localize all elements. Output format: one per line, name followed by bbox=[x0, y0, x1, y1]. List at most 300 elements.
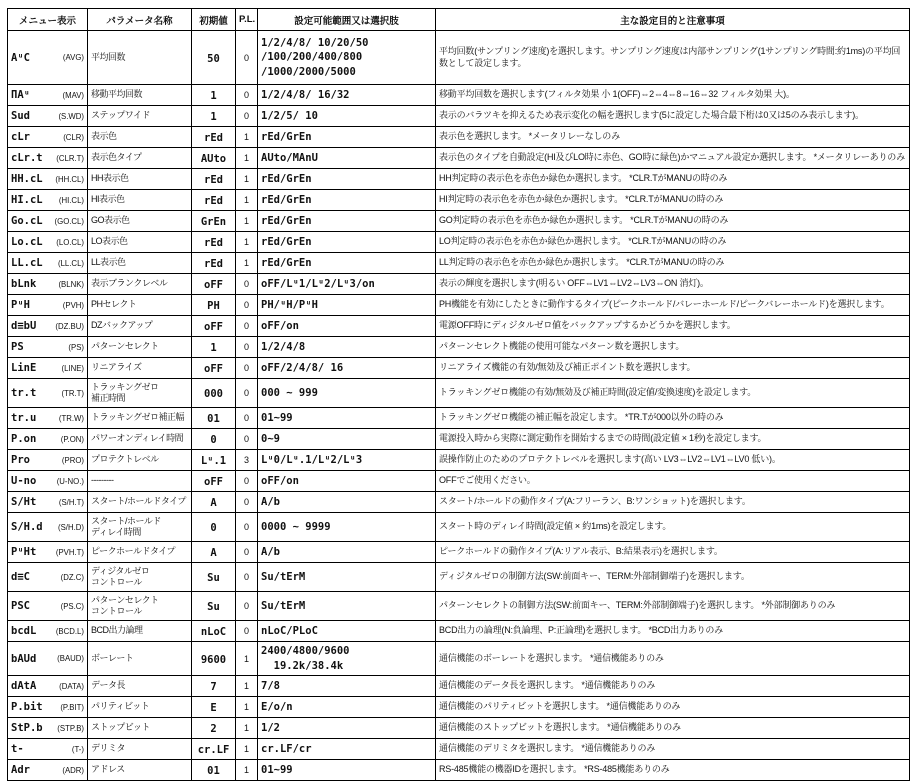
param-name-line: ステップワイド bbox=[91, 110, 151, 121]
initial-value: 9600 bbox=[200, 653, 227, 666]
menu-code: (TR.T) bbox=[61, 388, 84, 398]
note-text: HI判定時の表示色を赤色か緑色か選択します。 *CLR.TがMANUの時のみ bbox=[439, 194, 724, 205]
range-line: 1/2/5/ 10 bbox=[261, 109, 318, 122]
range-line: AUto/MAnU bbox=[261, 151, 318, 164]
note-text: 通信機能のストップビットを選択します。 *通信機能ありのみ bbox=[439, 722, 681, 733]
menu-display-7seg: HH.cL bbox=[11, 173, 43, 185]
protection-level-cell bbox=[236, 316, 258, 337]
protection-level-cell bbox=[236, 211, 258, 232]
initial-value: 1 bbox=[210, 342, 217, 354]
range-line2: /100/200/400/800 bbox=[261, 51, 363, 64]
protection-level-value: 0 bbox=[243, 300, 249, 310]
initial-value-cell bbox=[192, 760, 236, 781]
header-initial-value: 初期値 bbox=[192, 9, 236, 31]
param-name-line: プロテクトレベル bbox=[91, 454, 159, 465]
initial-value-cell bbox=[192, 274, 236, 295]
protection-level-value: 0 bbox=[243, 572, 249, 582]
param-name-cell bbox=[88, 718, 192, 739]
menu-code: (PVH) bbox=[62, 300, 84, 310]
menu-display-7seg: HI.cL bbox=[11, 194, 43, 206]
table-row bbox=[8, 337, 910, 358]
note-text: ピークホールドの動作タイプ(A:リアル表示、B:結果表示)を選択します。 bbox=[439, 546, 723, 557]
initial-value-cell bbox=[192, 358, 236, 379]
menu-code: (BLNK) bbox=[58, 279, 84, 289]
range-line: Su/tErM bbox=[261, 599, 306, 612]
initial-value: rEd bbox=[204, 258, 223, 270]
range-cell bbox=[258, 295, 436, 316]
param-name-line: --------- bbox=[91, 475, 114, 486]
initial-value-cell bbox=[192, 127, 236, 148]
param-name-cell bbox=[88, 450, 192, 471]
param-name-line: パワーオンディレイ時間 bbox=[91, 433, 184, 444]
protection-level-value: 1 bbox=[243, 765, 249, 775]
table-row bbox=[8, 642, 910, 676]
initial-value: 1 bbox=[210, 111, 217, 123]
menu-display-7seg: S/H.d bbox=[11, 521, 43, 533]
range-line: nLoC/PLoC bbox=[261, 624, 318, 637]
menu-display-7seg: Pro bbox=[11, 454, 30, 466]
param-name-cell bbox=[88, 253, 192, 274]
table-row bbox=[8, 232, 910, 253]
note-text: 表示色のタイプを自動設定(HI及びLO時に赤色、GO時に緑色)かマニュアル設定か選択します。 *メータリレーありのみ bbox=[439, 152, 905, 163]
table-row bbox=[8, 718, 910, 739]
range-cell bbox=[258, 676, 436, 697]
menu-display-cell bbox=[8, 642, 88, 676]
menu-code: (GO.CL) bbox=[54, 216, 84, 226]
initial-value-cell bbox=[192, 513, 236, 542]
range-line: oFF/Lᵘ1/Lᵘ2/Lᵘ3/on bbox=[261, 277, 375, 290]
menu-display-cell bbox=[8, 295, 88, 316]
range-cell bbox=[258, 718, 436, 739]
param-name-cell bbox=[88, 542, 192, 563]
range-cell bbox=[258, 85, 436, 106]
range-cell bbox=[258, 592, 436, 621]
note-text: OFFでご使用ください。 bbox=[439, 475, 536, 486]
header-parameter-name: パラメータ名称 bbox=[88, 9, 192, 31]
param-name-line: PHセレクト bbox=[91, 299, 137, 310]
initial-value-cell bbox=[192, 542, 236, 563]
range-cell bbox=[258, 232, 436, 253]
param-name-cell bbox=[88, 676, 192, 697]
note-cell bbox=[436, 408, 910, 429]
range-line: A/b bbox=[261, 545, 280, 558]
note-cell bbox=[436, 253, 910, 274]
range-cell bbox=[258, 760, 436, 781]
param-name-cell bbox=[88, 379, 192, 408]
range-line: oFF/on bbox=[261, 474, 299, 487]
parameter-table bbox=[7, 8, 910, 781]
note-text: スタート時のディレイ時間(設定値 × 約1ms)を設定します。 bbox=[439, 521, 672, 532]
header-menu-display: メニュー表示 bbox=[8, 9, 88, 31]
initial-value: 0 bbox=[210, 522, 217, 534]
menu-display-7seg: tr.u bbox=[11, 412, 37, 424]
table-row bbox=[8, 148, 910, 169]
param-name-line: ディジタルゼロ bbox=[91, 565, 150, 576]
menu-code: (S.WD) bbox=[58, 111, 84, 121]
protection-level-cell bbox=[236, 697, 258, 718]
menu-display-7seg: t- bbox=[11, 743, 24, 755]
param-name-cell bbox=[88, 31, 192, 85]
menu-display-cell bbox=[8, 106, 88, 127]
table-row bbox=[8, 253, 910, 274]
menu-code: (S/H.T) bbox=[58, 497, 84, 507]
menu-display-cell bbox=[8, 471, 88, 492]
protection-level-value: 1 bbox=[243, 216, 249, 226]
menu-code: (AVG) bbox=[62, 53, 84, 62]
initial-value: 50 bbox=[207, 52, 220, 65]
protection-level-value: 1 bbox=[243, 195, 249, 205]
initial-value: oFF bbox=[204, 476, 223, 488]
menu-display-7seg: StP.b bbox=[11, 722, 43, 734]
protection-level-cell bbox=[236, 450, 258, 471]
menu-display-cell bbox=[8, 232, 88, 253]
initial-value-cell bbox=[192, 337, 236, 358]
protection-level-value: 1 bbox=[243, 744, 249, 754]
menu-code: (DZ.BU) bbox=[55, 321, 84, 331]
note-text: スタート/ホールドの動作タイプ(A:フリーラン、B:ワンショット)を選択します。 bbox=[439, 496, 751, 507]
note-cell bbox=[436, 592, 910, 621]
menu-code: (DATA) bbox=[59, 681, 84, 691]
menu-code: (MAV) bbox=[62, 90, 84, 100]
param-name-cell bbox=[88, 358, 192, 379]
range-cell bbox=[258, 408, 436, 429]
table-row bbox=[8, 429, 910, 450]
param-name-line: DZバックアップ bbox=[91, 320, 153, 331]
menu-code: (PRO) bbox=[61, 455, 84, 465]
note-text: 通信機能のデータ長を選択します。 *通信機能ありのみ bbox=[439, 680, 656, 691]
initial-value-cell bbox=[192, 492, 236, 513]
protection-level-value: 1 bbox=[243, 132, 249, 142]
param-name-cell bbox=[88, 316, 192, 337]
protection-level-value: 1 bbox=[243, 258, 249, 268]
menu-display-7seg: LinE bbox=[11, 362, 37, 374]
param-name-line: 平均回数 bbox=[91, 51, 126, 62]
range-line: PH/ᵘH/PᵘH bbox=[261, 298, 318, 311]
param-name-line: ストップビット bbox=[91, 722, 150, 733]
protection-level-value: 0 bbox=[243, 111, 249, 121]
table-row bbox=[8, 739, 910, 760]
protection-level-value: 0 bbox=[243, 363, 249, 373]
menu-display-7seg: cLr bbox=[11, 131, 30, 143]
initial-value: A bbox=[210, 547, 217, 559]
initial-value-cell bbox=[192, 408, 236, 429]
range-cell bbox=[258, 316, 436, 337]
protection-level-cell bbox=[236, 471, 258, 492]
param-name-cell bbox=[88, 642, 192, 676]
initial-value: 000 bbox=[204, 388, 223, 400]
table-row bbox=[8, 358, 910, 379]
protection-level-cell bbox=[236, 676, 258, 697]
range-cell bbox=[258, 169, 436, 190]
initial-value-cell bbox=[192, 739, 236, 760]
range-line: A/b bbox=[261, 495, 280, 508]
param-name-line: LO表示色 bbox=[91, 236, 128, 247]
range-cell bbox=[258, 190, 436, 211]
menu-display-7seg: Adr bbox=[11, 764, 30, 776]
initial-value: GrEn bbox=[200, 216, 227, 228]
note-cell bbox=[436, 471, 910, 492]
menu-display-7seg: dAtA bbox=[11, 680, 37, 692]
initial-value-cell bbox=[192, 450, 236, 471]
initial-value-cell bbox=[192, 169, 236, 190]
menu-display-7seg: tr.t bbox=[11, 387, 37, 399]
protection-level-cell bbox=[236, 429, 258, 450]
menu-code: (U-NO.) bbox=[56, 476, 84, 486]
range-cell bbox=[258, 542, 436, 563]
protection-level-value: 1 bbox=[243, 174, 249, 184]
range-line: 01~99 bbox=[261, 411, 293, 424]
menu-code: (S/H.D) bbox=[58, 522, 84, 532]
protection-level-cell bbox=[236, 739, 258, 760]
table-row bbox=[8, 621, 910, 642]
menu-code: (PS) bbox=[68, 342, 84, 352]
note-cell bbox=[436, 358, 910, 379]
menu-code: (LINE) bbox=[61, 363, 84, 373]
note-cell bbox=[436, 190, 910, 211]
note-text: 表示の輝度を選択します(明るい OFF⇔LV1⇔LV2⇔LV3⇔ON 消灯)。 bbox=[439, 278, 709, 289]
note-text: 表示のバラツキを抑えるため表示変化の幅を選択します(5に設定した場合最下桁は0又は5のみ表示します)。 bbox=[439, 110, 864, 121]
menu-code: (LO.CL) bbox=[56, 237, 84, 247]
menu-display-cell bbox=[8, 274, 88, 295]
range-cell bbox=[258, 450, 436, 471]
protection-level-cell bbox=[236, 542, 258, 563]
param-name-cell bbox=[88, 408, 192, 429]
param-name-cell bbox=[88, 232, 192, 253]
menu-display-cell bbox=[8, 148, 88, 169]
note-cell bbox=[436, 563, 910, 592]
param-name-cell bbox=[88, 295, 192, 316]
range-line: rEd/GrEn bbox=[261, 130, 312, 143]
initial-value: Su bbox=[207, 572, 220, 584]
table-row bbox=[8, 211, 910, 232]
note-text: 通信機能のパリティビットを選択します。 *通信機能ありのみ bbox=[439, 701, 681, 712]
parameter-table-body bbox=[8, 31, 910, 781]
menu-display-7seg: PSC bbox=[11, 600, 30, 612]
param-name-line: 移動平均回数 bbox=[91, 89, 143, 100]
menu-display-cell bbox=[8, 718, 88, 739]
menu-display-cell bbox=[8, 253, 88, 274]
initial-value: Su bbox=[207, 601, 220, 613]
initial-value: 1 bbox=[210, 90, 217, 102]
protection-level-cell bbox=[236, 563, 258, 592]
note-cell bbox=[436, 642, 910, 676]
menu-display-7seg: PᵘHt bbox=[11, 546, 37, 558]
param-name-line: デリミタ bbox=[91, 743, 126, 754]
menu-display-cell bbox=[8, 85, 88, 106]
menu-display-7seg: P.on bbox=[11, 433, 37, 445]
initial-value-cell bbox=[192, 676, 236, 697]
note-cell bbox=[436, 106, 910, 127]
note-cell bbox=[436, 148, 910, 169]
protection-level-cell bbox=[236, 513, 258, 542]
table-row bbox=[8, 169, 910, 190]
param-name-cell bbox=[88, 211, 192, 232]
initial-value: 01 bbox=[207, 413, 220, 425]
initial-value-cell bbox=[192, 471, 236, 492]
initial-value-cell bbox=[192, 379, 236, 408]
note-cell bbox=[436, 697, 910, 718]
initial-value-cell bbox=[192, 211, 236, 232]
initial-value-cell bbox=[192, 316, 236, 337]
note-cell bbox=[436, 85, 910, 106]
initial-value-cell bbox=[192, 148, 236, 169]
protection-level-value: 1 bbox=[243, 653, 249, 664]
param-name-line: パリティビット bbox=[91, 701, 150, 712]
menu-display-7seg: Go.cL bbox=[11, 215, 43, 227]
protection-level-value: 1 bbox=[243, 237, 249, 247]
protection-level-cell bbox=[236, 358, 258, 379]
protection-level-cell bbox=[236, 592, 258, 621]
note-cell bbox=[436, 492, 910, 513]
menu-display-cell bbox=[8, 739, 88, 760]
menu-display-cell bbox=[8, 760, 88, 781]
note-text: PH機能を有効にしたときに動作するタイプ(ピークホールド/バレーホールド/ピークバレーホールド)を選択します。 bbox=[439, 299, 890, 310]
initial-value: oFF bbox=[204, 363, 223, 375]
initial-value: AUto bbox=[200, 153, 227, 165]
range-cell bbox=[258, 492, 436, 513]
param-name-cell bbox=[88, 563, 192, 592]
note-cell bbox=[436, 621, 910, 642]
range-cell bbox=[258, 211, 436, 232]
note-cell bbox=[436, 31, 910, 85]
param-name-line: 表示色 bbox=[91, 131, 117, 142]
protection-level-value: 0 bbox=[243, 342, 249, 352]
param-name-line: LL表示色 bbox=[91, 257, 126, 268]
menu-display-7seg: ΠAᵘ bbox=[11, 89, 30, 101]
note-cell bbox=[436, 379, 910, 408]
range-cell bbox=[258, 471, 436, 492]
menu-display-cell bbox=[8, 31, 88, 85]
note-cell bbox=[436, 718, 910, 739]
param-name-line: パターンセレクト bbox=[91, 594, 159, 605]
protection-level-cell bbox=[236, 760, 258, 781]
note-cell bbox=[436, 450, 910, 471]
menu-code: (PVH.T) bbox=[55, 547, 84, 557]
note-text: BCD出力の論理(N:負論理、P:正論理)を選択します。 *BCD出力ありのみ bbox=[439, 625, 723, 636]
initial-value-cell bbox=[192, 429, 236, 450]
protection-level-value: 0 bbox=[243, 601, 249, 611]
table-row bbox=[8, 760, 910, 781]
header-protection-level: P.L. bbox=[236, 9, 258, 31]
protection-level-value: 0 bbox=[243, 522, 249, 532]
menu-code: (HI.CL) bbox=[58, 195, 84, 205]
param-name-line: アドレス bbox=[91, 764, 125, 775]
menu-display-cell bbox=[8, 316, 88, 337]
protection-level-value: 0 bbox=[243, 413, 249, 423]
table-row bbox=[8, 85, 910, 106]
menu-display-cell bbox=[8, 676, 88, 697]
protection-level-cell bbox=[236, 295, 258, 316]
note-text: トラッキングゼロ機能の補正幅を設定します。 *TR.Tが000以外の時のみ bbox=[439, 412, 724, 423]
range-line: rEd/GrEn bbox=[261, 172, 312, 185]
note-cell bbox=[436, 513, 910, 542]
note-cell bbox=[436, 542, 910, 563]
range-cell bbox=[258, 31, 436, 85]
range-line2: 19.2k/38.4k bbox=[261, 659, 344, 672]
menu-display-7seg: PᵘH bbox=[11, 299, 30, 311]
param-name-line: スタート/ホールド bbox=[91, 515, 161, 526]
table-row bbox=[8, 106, 910, 127]
menu-code: (CLR.T) bbox=[56, 153, 84, 163]
initial-value-cell bbox=[192, 190, 236, 211]
initial-value-cell bbox=[192, 621, 236, 642]
param-name-cell bbox=[88, 85, 192, 106]
range-line: 0000 ~ 9999 bbox=[261, 520, 331, 533]
table-row bbox=[8, 592, 910, 621]
param-name-cell bbox=[88, 760, 192, 781]
menu-code: (DZ.C) bbox=[60, 572, 84, 582]
param-name-cell bbox=[88, 274, 192, 295]
protection-level-cell bbox=[236, 127, 258, 148]
param-name-line2: コントロール bbox=[91, 606, 142, 616]
initial-value-cell bbox=[192, 642, 236, 676]
table-row bbox=[8, 127, 910, 148]
protection-level-cell bbox=[236, 718, 258, 739]
protection-level-cell bbox=[236, 408, 258, 429]
range-cell bbox=[258, 106, 436, 127]
param-name-cell bbox=[88, 697, 192, 718]
range-line: rEd/GrEn bbox=[261, 193, 312, 206]
table-row bbox=[8, 471, 910, 492]
initial-value: E bbox=[210, 702, 217, 714]
initial-value: rEd bbox=[204, 237, 223, 249]
initial-value-cell bbox=[192, 563, 236, 592]
note-cell bbox=[436, 295, 910, 316]
range-line: 2400/4800/9600 bbox=[261, 645, 350, 658]
param-name-cell bbox=[88, 621, 192, 642]
menu-display-cell bbox=[8, 429, 88, 450]
initial-value: A bbox=[210, 497, 217, 509]
initial-value-cell bbox=[192, 718, 236, 739]
menu-display-cell bbox=[8, 513, 88, 542]
menu-code: (ADR) bbox=[62, 765, 84, 775]
param-name-cell bbox=[88, 148, 192, 169]
initial-value-cell bbox=[192, 31, 236, 85]
range-line: cr.LF/cr bbox=[261, 742, 312, 755]
initial-value: 2 bbox=[210, 723, 217, 735]
protection-level-cell bbox=[236, 379, 258, 408]
param-name-line: ピークホールドタイプ bbox=[91, 546, 176, 557]
protection-level-value: 0 bbox=[243, 476, 249, 486]
initial-value: rEd bbox=[204, 174, 223, 186]
menu-code: (P.ON) bbox=[60, 434, 84, 444]
menu-display-cell bbox=[8, 450, 88, 471]
menu-display-cell bbox=[8, 190, 88, 211]
protection-level-value: 0 bbox=[243, 321, 249, 331]
param-name-line: HI表示色 bbox=[91, 194, 125, 205]
note-text: 移動平均回数を選択します(フィルタ効果 小 1(OFF)⇔2⇔4⇔8⇔16⇔32 フィルタ効果 大)。 bbox=[439, 89, 795, 100]
initial-value-cell bbox=[192, 592, 236, 621]
protection-level-cell bbox=[236, 85, 258, 106]
param-name-cell bbox=[88, 429, 192, 450]
param-name-line: 表示色タイプ bbox=[91, 152, 142, 163]
menu-display-7seg: S/Ht bbox=[11, 496, 37, 508]
param-name-cell bbox=[88, 169, 192, 190]
note-cell bbox=[436, 316, 910, 337]
range-cell bbox=[258, 127, 436, 148]
protection-level-cell bbox=[236, 337, 258, 358]
note-cell bbox=[436, 169, 910, 190]
menu-display-7seg: bcdL bbox=[11, 625, 37, 637]
initial-value: cr.LF bbox=[197, 744, 230, 756]
protection-level-value: 0 bbox=[243, 90, 249, 100]
menu-display-cell bbox=[8, 542, 88, 563]
table-row bbox=[8, 31, 910, 85]
range-line: Lᵘ0/Lᵘ.1/Lᵘ2/Lᵘ3 bbox=[261, 453, 363, 466]
menu-code: (CLR) bbox=[63, 132, 84, 142]
range-cell bbox=[258, 337, 436, 358]
menu-code: (LL.CL) bbox=[58, 258, 84, 268]
